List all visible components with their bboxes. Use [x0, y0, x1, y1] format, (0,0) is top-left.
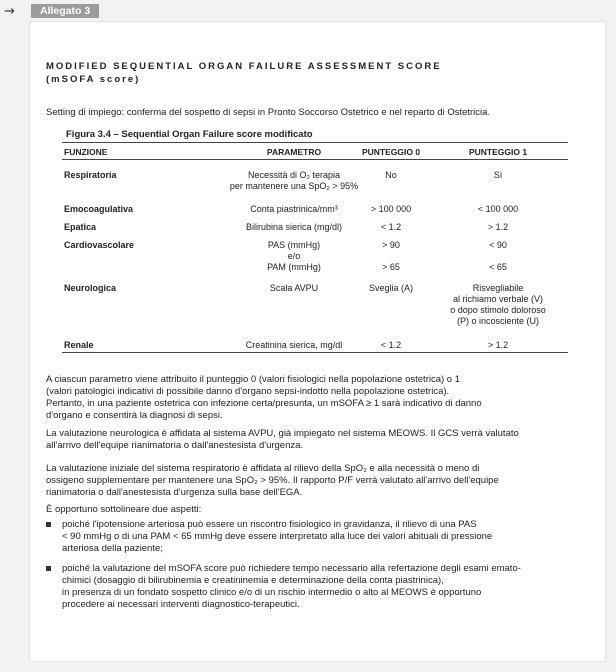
cell-punteggio-0: < 1.2 — [380, 222, 402, 232]
header-punteggio-1: PUNTEGGIO 1 — [468, 147, 528, 157]
cell-punteggio-0: Sveglia (A) — [368, 283, 413, 293]
table-bottom-rule — [62, 352, 568, 353]
bullet-text: poiché l'ipotensione arteriosa può essere un riscontro fisiologico in gravidanza, il rilievo di una PAS < 90 mmHg o di una PAM < 65 mmHg deve essere interpretato alla luce dei valori abituali di pressione arteriosa della paziente; — [62, 519, 493, 554]
top-bar — [0, 0, 616, 22]
bullet-square-icon — [46, 566, 51, 571]
figure-caption: Figura 3.4 – Sequential Organ Failure score modificato — [66, 129, 313, 140]
cell-punteggio-0: < 1.2 — [380, 340, 402, 350]
bullet-text: poiché la valutazione del mSOFA score può richiedere tempo necessario alla refertazione degli esami emato- chimici (dosaggio di bilirubinemia e creatininemia e determinazione della conta piastrinica), in presenza di un fondato sospetto clinico e/o di un rischio intermedio o alto al MEOWS è opportuno procedere ai necessari interventi diagnostico-terapeutici. — [62, 563, 521, 610]
cell-parametro: PAS (mmHg) e/o PAM (mmHg) — [267, 240, 321, 272]
setting-text: Setting di impiego: conferma del sospetto di sepsi in Pronto Soccorso Ostetrico e nel reparto di Ostetricia. — [46, 107, 491, 118]
cell-punteggio-1: > 1.2 — [487, 340, 509, 350]
title-line-2: (mSOFA score) — [46, 74, 141, 85]
header-punteggio-0: PUNTEGGIO 0 — [361, 147, 421, 157]
table-header — [62, 142, 568, 160]
cell-parametro: Creatinina sierica, mg/dl — [245, 340, 343, 350]
cell-punteggio-0: > 100 000 — [370, 204, 412, 214]
cell-punteggio-0: > 90 > 65 — [382, 240, 400, 272]
cell-punteggio-1: > 1.2 — [487, 222, 509, 232]
cell-punteggio-1: < 100 000 — [477, 204, 519, 214]
cell-punteggio-1: Risvegliabile al richiamo verbale (V) o dopo stimolo doloroso (P) o incosciente (U) — [450, 283, 546, 326]
cell-parametro: Necessità di O₂ terapia per mantenere una SpO₂ > 95% — [229, 170, 359, 191]
annex-tag: Allegato 3 — [31, 4, 99, 18]
body-paragraph: A ciascun parametro viene attribuito il punteggio 0 (valori fisiologici nella popolazione ostetrica) o 1 (valori patologici indicativi di possibile danno d'organo sepsi-indotto nella popolazione ostetrica). Pertanto, in una paziente ostetrica con infezione certa/presunta, un mSOFA ≥ 1 sarà indicativo di danno d'organo e consentirà la diagnosi di sepsi. — [46, 374, 482, 421]
body-paragraph: La valutazione iniziale del sistema respiratorio è affidata al rilievo della SpO₂ e alla necessità o meno di ossigeno supplementare per mantenere una SpO₂ > 95%. Il rapporto P/F verrà valutato all'arrivo dell'equipe rianimatoria o dall'anestesista d'urgenza sulla base dell'EGA. — [46, 463, 499, 498]
cell-funzione: Neurologica — [64, 283, 117, 293]
cell-funzione: Renale — [64, 340, 94, 350]
cell-funzione: Respiratoria — [64, 170, 117, 180]
header-parametro: PARAMETRO — [266, 147, 322, 157]
cell-funzione: Emocoagulativa — [64, 204, 134, 214]
cell-parametro: Scala AVPU — [269, 283, 319, 293]
document-title — [46, 60, 442, 86]
cell-funzione: Epatica — [64, 222, 97, 232]
cell-parametro: Conta piastrinica/mm³ — [250, 204, 338, 214]
cell-punteggio-0: No — [385, 170, 397, 180]
header-funzione: FUNZIONE — [64, 147, 108, 157]
title-line-1: MODIFIED SEQUENTIAL ORGAN FAILURE ASSESSMENT SCORE — [46, 61, 442, 72]
arrow-icon: → — [4, 4, 15, 19]
cell-punteggio-1: < 90 < 65 — [489, 240, 507, 272]
body-paragraph: La valutazione neurologica è affidata al sistema AVPU, già impiegato nel sistema MEOWS. Il GCS verrà valutato all'arrivo dell'equipe rianimatoria o dall'anestesista d'urgenza. — [46, 428, 519, 451]
bullet-square-icon — [46, 522, 51, 527]
cell-funzione: Cardiovascolare — [64, 240, 135, 250]
cell-parametro: Bilirubina sierica (mg/dl) — [245, 222, 343, 232]
cell-punteggio-1: Sì — [493, 170, 503, 180]
body-paragraph: È opportuno sottolineare due aspetti: — [46, 504, 202, 515]
